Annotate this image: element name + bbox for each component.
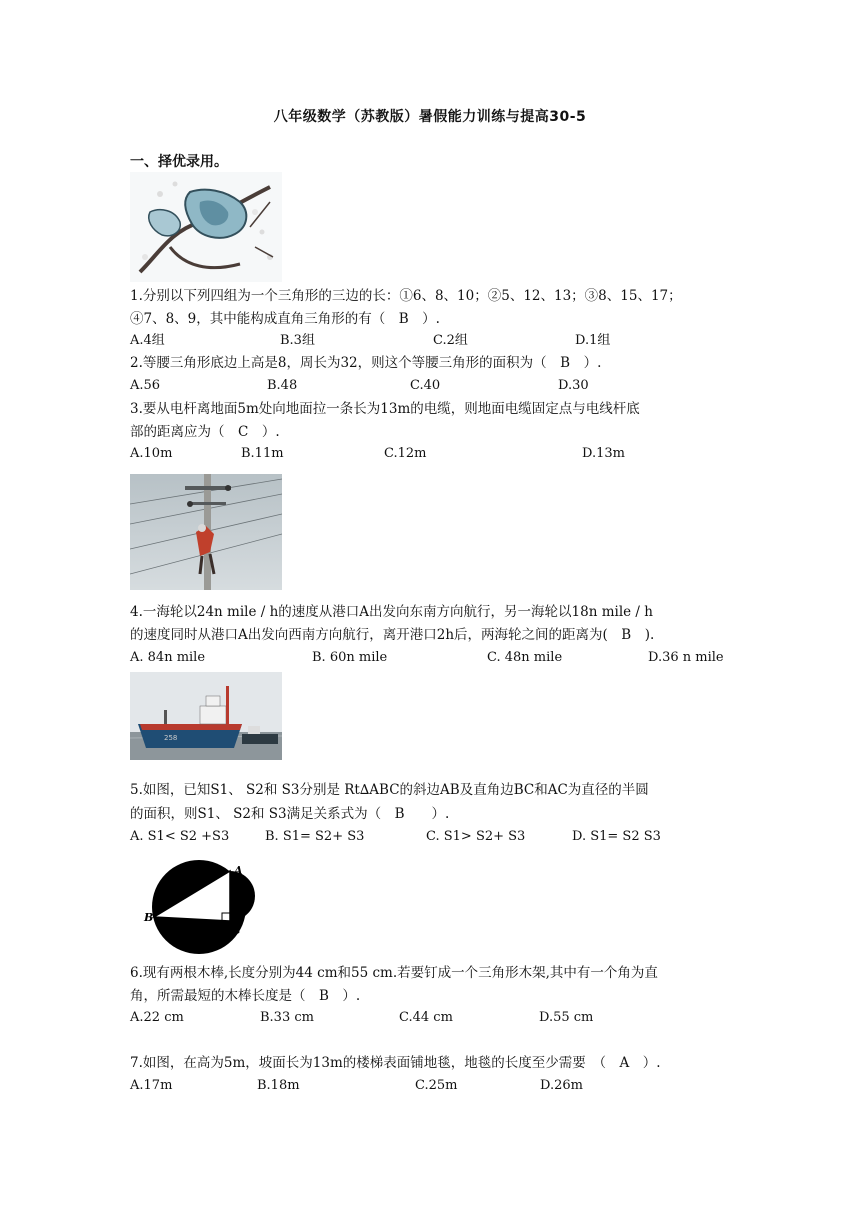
question-1-option-b: B.3组 <box>280 333 315 348</box>
question-3-option-b: B.11m <box>241 446 284 461</box>
question-6-option-d: D.55 cm <box>539 1010 594 1025</box>
section-heading: 一、择优录用。 <box>130 154 228 170</box>
question-7-option-d: D.26m <box>540 1078 583 1093</box>
question-1-option-d: D.1组 <box>575 333 611 348</box>
question-1-option-c: C.2组 <box>433 333 468 348</box>
question-5-options <box>130 827 740 847</box>
utility-pole-photo <box>130 474 282 590</box>
question-7-option-c: C.25m <box>415 1078 458 1093</box>
question-2-option-c: C.40 <box>410 378 441 393</box>
question-3-option-d: D.13m <box>582 446 625 461</box>
question-7-options <box>130 1076 740 1096</box>
ship-photo <box>130 672 282 760</box>
question-2-option-b: B.48 <box>267 378 298 393</box>
svg-text:258: 258 <box>164 734 178 742</box>
question-5-option-b: B. S1= S2+ S3 <box>265 829 365 844</box>
vertex-label-a: A <box>234 864 243 877</box>
question-3-line-1: 3.要从电杆离地面5m处向地面拉一条长为13m的电缆，则地面电缆固定点与电线杆底 <box>130 401 640 417</box>
question-6-options <box>130 1008 740 1028</box>
question-4-option-a: A. 84n mile <box>130 650 206 665</box>
question-6-option-c: C.44 cm <box>399 1010 453 1025</box>
question-4-line-1: 4.一海轮以24n mile / h的速度从港口A出发向东南方向航行，另一海轮以18n mile / h <box>130 604 653 620</box>
vertex-label-b: B <box>144 911 154 924</box>
question-2-option-a: A.56 <box>130 378 161 393</box>
question-4-option-d: D.36 n mile <box>648 650 724 665</box>
question-7-option-a: A.17m <box>130 1078 173 1093</box>
vertex-label-c: C <box>232 924 241 937</box>
question-2-line-1: 2.等腰三角形底边上高是8，周长为32，则这个等腰三角形的面积为（ B ）. <box>130 355 602 371</box>
question-4-options <box>130 648 740 668</box>
question-3-option-c: C.12m <box>384 446 427 461</box>
question-2-option-d: D.30 <box>558 378 589 393</box>
question-1-options <box>130 331 740 351</box>
semicircle-triangle-diagram <box>140 855 270 959</box>
question-1-option-a: A.4组 <box>130 333 165 348</box>
question-4-option-b: B. 60n mile <box>312 650 388 665</box>
plum-blossom-painting <box>130 172 282 282</box>
question-5-option-c: C. S1> S2+ S3 <box>426 829 526 844</box>
question-5-line-2: 的面积，则S1、 S2和 S3满足关系式为（ B ）. <box>130 806 450 822</box>
question-5-option-d: D. S1= S2 S3 <box>572 829 661 844</box>
question-4-line-2: 的速度同时从港口A出发向西南方向航行，离开港口2h后，两海轮之间的距离为( B ). <box>130 627 655 643</box>
question-5-line-1: 5.如图，已知S1、 S2和 S3分别是 Rt∆ABC的斜边AB及直角边BC和AC为直径的半圆 <box>130 782 649 798</box>
question-4-option-c: C. 48n mile <box>487 650 563 665</box>
question-6-option-b: B.33 cm <box>260 1010 314 1025</box>
question-5-option-a: A. S1< S2 +S3 <box>130 829 230 844</box>
question-7-line-1: 7.如图，在高为5m，坡面长为13m的楼梯表面铺地毯，地毯的长度至少需要 （ A ）. <box>130 1055 661 1071</box>
question-3-option-a: A.10m <box>130 446 173 461</box>
document-title: 八年级数学（苏教版）暑假能力训练与提高30-5 <box>273 109 587 125</box>
question-7-option-b: B.18m <box>257 1078 300 1093</box>
question-2-options <box>130 376 740 396</box>
question-3-options <box>130 444 740 464</box>
question-1-line-2: ④7、8、9，其中能构成直角三角形的有（ B ）. <box>130 311 440 327</box>
question-6-line-1: 6.现有两根木棒,长度分别为44 cm和55 cm.若要钉成一个三角形木架,其中有一个角为直 <box>130 965 658 981</box>
question-6-option-a: A.22 cm <box>130 1010 184 1025</box>
question-1-line-1: 1.分别以下列四组为一个三角形的三边的长：①6、8、10；②5、12、13；③8、15、17； <box>130 288 682 304</box>
question-3-line-2: 部的距离应为（ C ）. <box>130 424 280 440</box>
question-6-line-2: 角，所需最短的木棒长度是（ B ）. <box>130 988 361 1004</box>
